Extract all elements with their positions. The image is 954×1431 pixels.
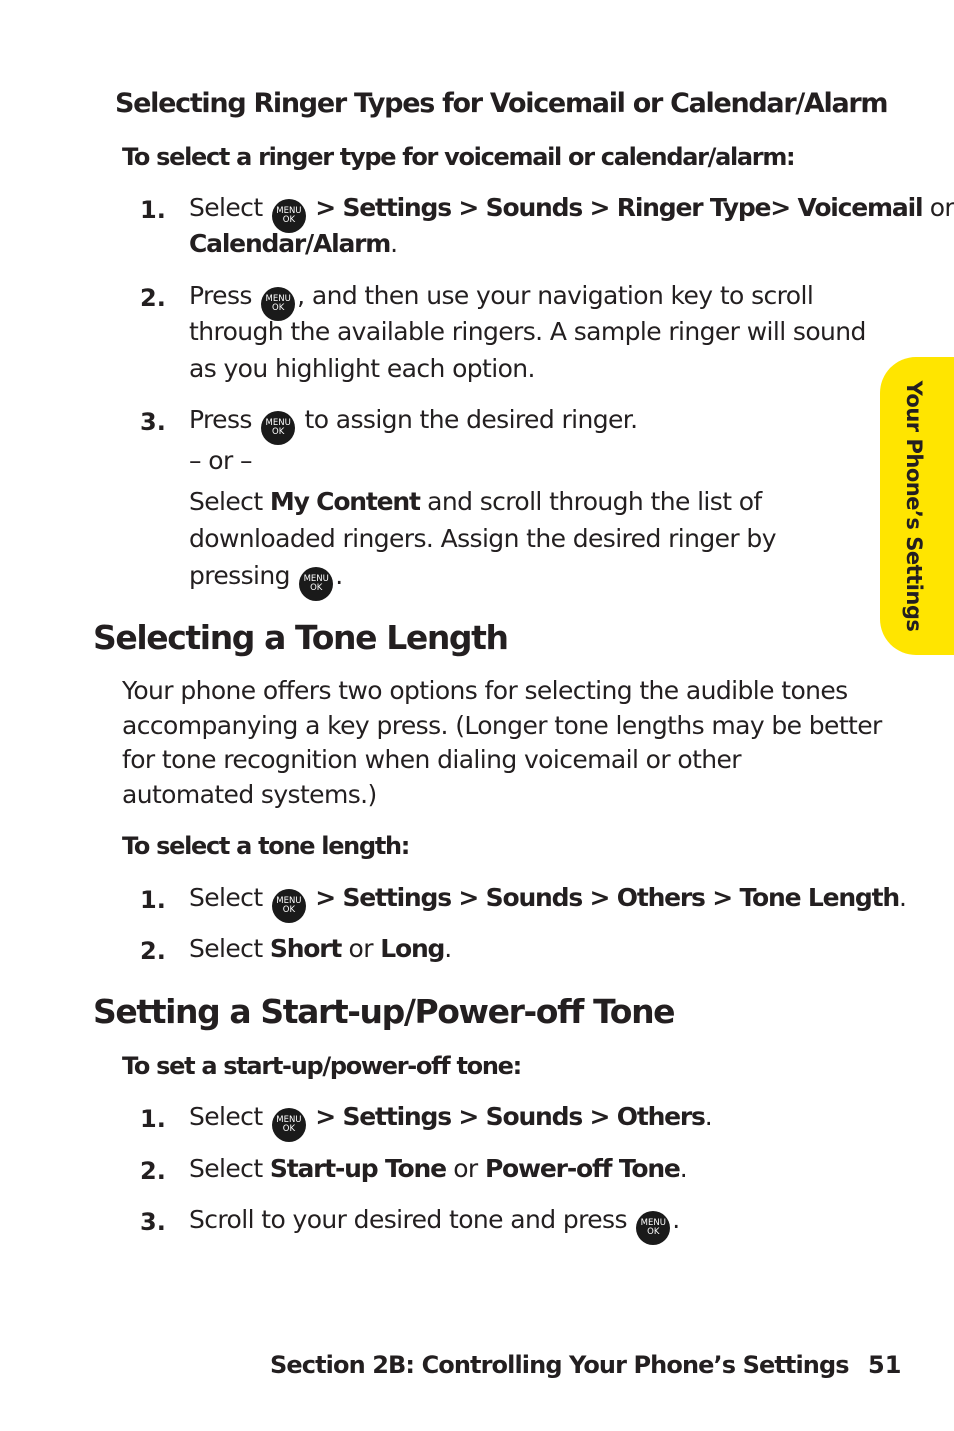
menu-path: > Settings > Sounds > Others (315, 1102, 705, 1131)
step-number: 1. (140, 1105, 166, 1133)
page-number: 51 (868, 1351, 902, 1379)
instruction-lead: To select a tone length: (122, 832, 410, 860)
or-separator: – or – (189, 446, 252, 475)
menu-ok-key-icon: MENU OK (272, 1108, 306, 1142)
step-text-cont: through the available ringers. A sample ringer will sound (189, 317, 866, 346)
step-text: Select Short or Long. (189, 934, 452, 963)
step-number: 1. (140, 196, 166, 224)
menu-ok-key-icon: MENU OK (299, 567, 333, 601)
instruction-lead: To select a ringer type for voicemail or calendar/alarm: (122, 143, 795, 171)
menu-path: > Settings > Sounds > Others > Tone Length (315, 883, 899, 912)
step-number: 2. (140, 1157, 166, 1185)
menu-path: > Settings > Sounds > Ringer Type> Voicemail (315, 193, 923, 222)
step-text-cont: pressing MENU OK . (189, 558, 343, 601)
instruction-lead: To set a start-up/power-off tone: (122, 1052, 521, 1080)
menu-ok-key-icon: MENU OK (261, 411, 295, 445)
step-text-cont: as you highlight each option. (189, 354, 535, 383)
menu-ok-key-icon: MENU OK (272, 889, 306, 923)
step-text: Press MENU OK , and then use your navigation key to scroll (189, 278, 813, 321)
step-number: 2. (140, 284, 166, 312)
menu-ok-key-icon: MENU OK (272, 199, 306, 233)
footer-section-title: Section 2B: Controlling Your Phone’s Settings (270, 1351, 849, 1379)
step-text-alt: Select My Content and scroll through the list of (189, 487, 762, 516)
step-text: Select MENU OK > Settings > Sounds > Others. (189, 1099, 712, 1142)
section-heading-tone-length: Selecting a Tone Length (93, 618, 508, 657)
body-paragraph: Your phone offers two options for selecting the audible tones accompanying a key press. (Longer tone lengths may be better for tone recognition when dialing voicemail or other automated systems.) (122, 676, 882, 809)
step-text-cont: Calendar/Alarm. (189, 229, 398, 258)
section-heading-ringer-types: Selecting Ringer Types for Voicemail or Calendar/Alarm (115, 88, 888, 119)
step-number: 3. (140, 408, 166, 436)
step-number: 3. (140, 1208, 166, 1236)
menu-ok-key-icon: MENU OK (636, 1211, 670, 1245)
step-text: Select MENU OK > Settings > Sounds > Others > Tone Length. (189, 880, 906, 923)
menu-ok-key-icon: MENU OK (261, 287, 295, 321)
section-heading-startup-tone: Setting a Start-up/Power-off Tone (93, 992, 675, 1031)
step-text: Select Start-up Tone or Power-off Tone. (189, 1154, 688, 1183)
side-tab-label: Your Phone’s Settings (902, 380, 926, 632)
step-text: Press MENU OK to assign the desired ringer. (189, 402, 638, 445)
step-number: 2. (140, 937, 166, 965)
step-text: Select MENU OK > Settings > Sounds > Ringer Type> Voicemail or (189, 190, 954, 233)
step-number: 1. (140, 886, 166, 914)
step-text: Scroll to your desired tone and press MENU OK . (189, 1202, 680, 1245)
step-text-cont: downloaded ringers. Assign the desired ringer by (189, 524, 776, 553)
